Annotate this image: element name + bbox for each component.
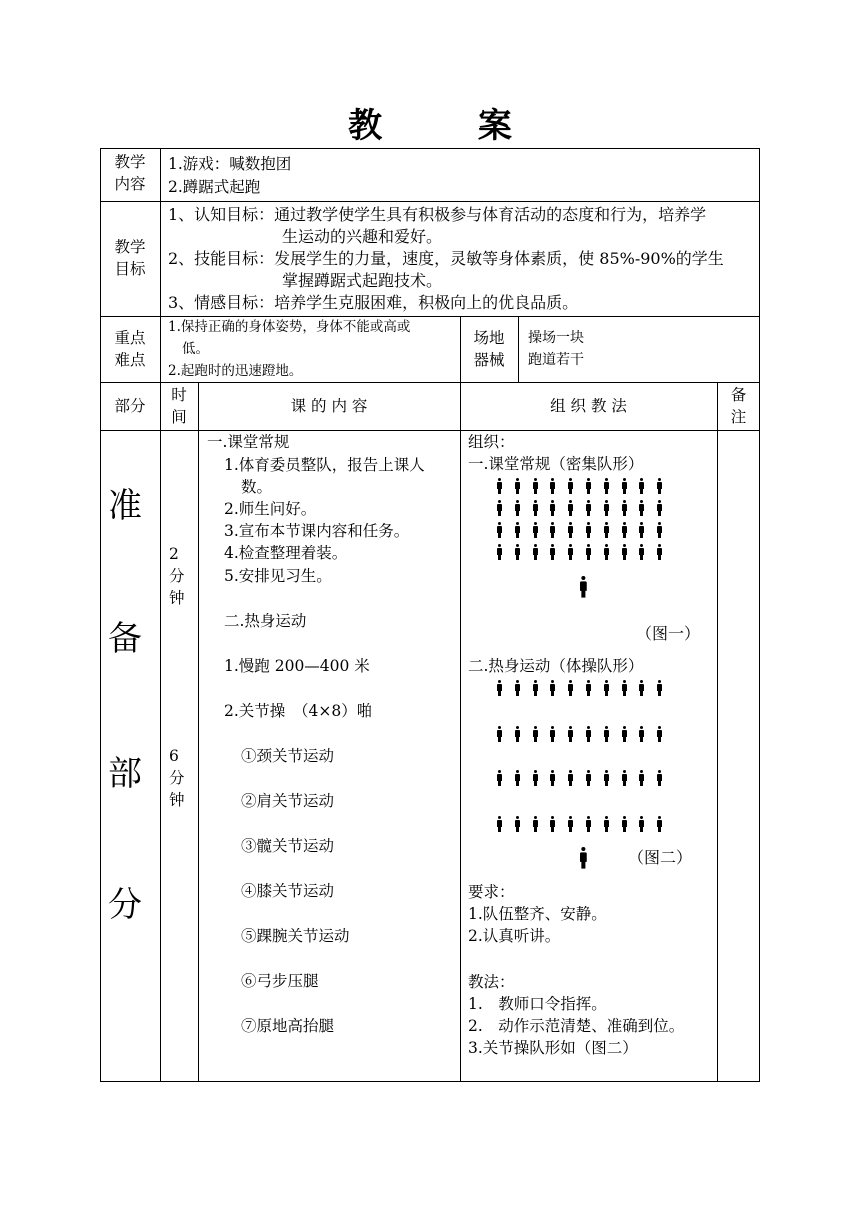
row-divider: [100, 201, 760, 202]
section-char: 分: [108, 885, 142, 925]
student-figure: [550, 544, 555, 560]
student-figure: [533, 680, 538, 696]
student-figure: [639, 478, 644, 494]
header-time: 时 间: [171, 386, 187, 426]
venue-label: 场地 器械: [473, 329, 505, 369]
student-figure: [622, 478, 627, 494]
row-divider: [100, 382, 760, 383]
method-teaching: 1. 教师口令指挥。: [468, 995, 607, 1013]
student-figure: [550, 478, 555, 494]
section-char: 部: [108, 754, 142, 794]
lesson-line: 3.宣布本节课内容和任务。: [224, 522, 410, 540]
student-figure: [568, 680, 573, 696]
content-item: 2.蹲踞式起跑: [168, 178, 261, 196]
keypoints-label: 重点 难点: [114, 329, 146, 369]
student-figure: [568, 726, 573, 742]
time-value: 2 分 钟: [169, 545, 185, 607]
student-figure: [550, 816, 555, 832]
keypoint-line: 低。: [182, 341, 209, 357]
student-figure: [515, 522, 520, 538]
objective-line: 1、认知目标：通过教学使学生具有积极参与体育活动的态度和行为，培养学: [168, 205, 707, 224]
figure-caption: （图二）: [628, 848, 693, 867]
lesson-line: ①颈关节运动: [241, 747, 335, 765]
student-figure: [622, 544, 627, 560]
student-figure: [515, 544, 520, 560]
content-label: 教学 内容: [114, 153, 146, 193]
student-figure: [568, 816, 573, 832]
student-figure: [586, 478, 591, 494]
student-figure: [497, 816, 502, 832]
method-requirements-title: 要求：: [468, 883, 515, 901]
student-figure: [622, 680, 627, 696]
student-figure: [533, 726, 538, 742]
objectives-label: 教学 目标: [114, 238, 146, 278]
student-figure: [657, 500, 662, 516]
student-figure: [586, 544, 591, 560]
method-warmup: 二.热身运动（体操队形）: [468, 657, 644, 675]
student-figure: [497, 478, 502, 494]
student-figure: [533, 816, 538, 832]
objective-line: 3、情感目标：培养学生克服困难，积极向上的优良品质。: [168, 293, 579, 312]
student-figure: [604, 478, 609, 494]
student-figure: [550, 522, 555, 538]
student-figure: [497, 770, 502, 786]
student-figure: [622, 726, 627, 742]
student-figure: [586, 680, 591, 696]
student-figure: [533, 500, 538, 516]
column-divider: [518, 316, 519, 382]
column-divider: [460, 316, 461, 1082]
student-figure: [497, 522, 502, 538]
lesson-line: ⑥弓步压腿: [241, 972, 319, 990]
student-figure: [586, 770, 591, 786]
section-char: 准: [108, 486, 142, 526]
objective-line: 生运动的兴趣和爱好。: [282, 227, 443, 246]
student-figure: [586, 726, 591, 742]
method-requirement: 2.认真听讲。: [468, 927, 561, 945]
row-divider: [100, 430, 760, 431]
student-figure: [497, 726, 502, 742]
lesson-line: 4.检查整理着装。: [224, 544, 348, 562]
objective-line: 2、技能目标：发展学生的力量，速度，灵敏等身体素质，使 85%-90%的学生: [168, 249, 724, 268]
student-figure: [550, 770, 555, 786]
document-title: 教 案: [348, 106, 554, 146]
student-figure: [657, 816, 662, 832]
student-figure: [639, 500, 644, 516]
student-figure: [639, 680, 644, 696]
student-figure: [550, 726, 555, 742]
teacher-figure: [580, 576, 587, 598]
student-figure: [639, 544, 644, 560]
venue-item: 跑道若干: [528, 352, 584, 368]
student-figure: [622, 770, 627, 786]
student-figure: [604, 680, 609, 696]
header-lesson: 课 的 内 容: [290, 397, 368, 415]
lesson-line: 一.课堂常规: [207, 433, 290, 451]
student-figure: [533, 770, 538, 786]
student-figure: [604, 500, 609, 516]
student-figure: [533, 544, 538, 560]
student-figure: [568, 478, 573, 494]
lesson-line: ②肩关节运动: [241, 792, 335, 810]
student-figure: [622, 500, 627, 516]
lesson-line: ⑦原地高抬腿: [241, 1017, 335, 1035]
student-figure: [515, 680, 520, 696]
lesson-line: ④膝关节运动: [241, 882, 335, 900]
student-figure: [497, 680, 502, 696]
student-figure: [568, 544, 573, 560]
student-figure: [604, 544, 609, 560]
column-divider: [198, 382, 199, 1082]
student-figure: [533, 522, 538, 538]
student-figure: [657, 544, 662, 560]
venue-item: 操场一块: [528, 330, 584, 346]
lesson-line: 数。: [241, 478, 273, 496]
student-figure: [515, 478, 520, 494]
student-figure: [568, 770, 573, 786]
student-figure: [639, 770, 644, 786]
header-part: 部分: [114, 397, 146, 415]
lesson-line: 二.热身运动: [224, 612, 307, 630]
student-figure: [515, 500, 520, 516]
student-figure: [586, 522, 591, 538]
column-divider: [160, 148, 161, 1082]
student-figure: [586, 500, 591, 516]
method-org: 组织：: [468, 433, 515, 451]
lesson-line: 2.关节操 （4×8）啪: [224, 702, 373, 720]
lesson-line: ⑤踝腕关节运动: [241, 927, 350, 945]
student-figure: [515, 770, 520, 786]
student-figure: [622, 816, 627, 832]
student-figure: [550, 680, 555, 696]
student-figure: [639, 522, 644, 538]
student-figure: [568, 500, 573, 516]
student-figure: [639, 816, 644, 832]
lesson-line: 1.慢跑 200—400 米: [224, 657, 370, 675]
student-figure: [533, 478, 538, 494]
content-item: 1.游戏：喊数抱团: [168, 155, 292, 173]
student-figure: [568, 522, 573, 538]
student-figure: [515, 726, 520, 742]
student-figure: [657, 726, 662, 742]
method-requirement: 1.队伍整齐、安静。: [468, 905, 607, 923]
student-figure: [639, 726, 644, 742]
keypoint-line: 2.起跑时的迅速蹬地。: [168, 363, 303, 379]
lesson-line: 2.师生问好。: [224, 500, 317, 518]
method-teaching: 3.关节操队形如（图二）: [468, 1039, 638, 1057]
method-teaching-title: 教法：: [468, 973, 515, 991]
student-figure: [657, 680, 662, 696]
student-figure: [515, 816, 520, 832]
student-figure: [604, 816, 609, 832]
student-figure: [622, 522, 627, 538]
teacher-figure: [580, 847, 587, 869]
student-figure: [657, 478, 662, 494]
student-figure: [604, 726, 609, 742]
student-figure: [497, 544, 502, 560]
figure-caption: （图一）: [636, 624, 701, 643]
time-value: 6 分 钟: [169, 747, 185, 809]
objective-line: 掌握蹲踞式起跑技术。: [282, 271, 443, 290]
student-figure: [586, 816, 591, 832]
lesson-line: 5.安排见习生。: [224, 567, 332, 585]
lesson-line: 1.体育委员整队，报告上课人: [224, 456, 425, 474]
student-figure: [604, 770, 609, 786]
method-teaching: 2. 动作示范清楚、准确到位。: [468, 1017, 685, 1035]
keypoint-line: 1.保持正确的身体姿势，身体不能或高或: [168, 319, 411, 335]
student-figure: [657, 522, 662, 538]
student-figure: [657, 770, 662, 786]
method-routine: 一.课堂常规（密集队形）: [468, 455, 644, 473]
header-note: 备 注: [730, 386, 747, 426]
column-divider: [717, 382, 718, 1082]
section-char: 备: [108, 619, 142, 659]
student-figure: [604, 522, 609, 538]
lesson-line: ③髋关节运动: [241, 837, 335, 855]
student-figure: [550, 500, 555, 516]
student-figure: [497, 500, 502, 516]
header-method: 组 织 教 法: [550, 397, 627, 415]
